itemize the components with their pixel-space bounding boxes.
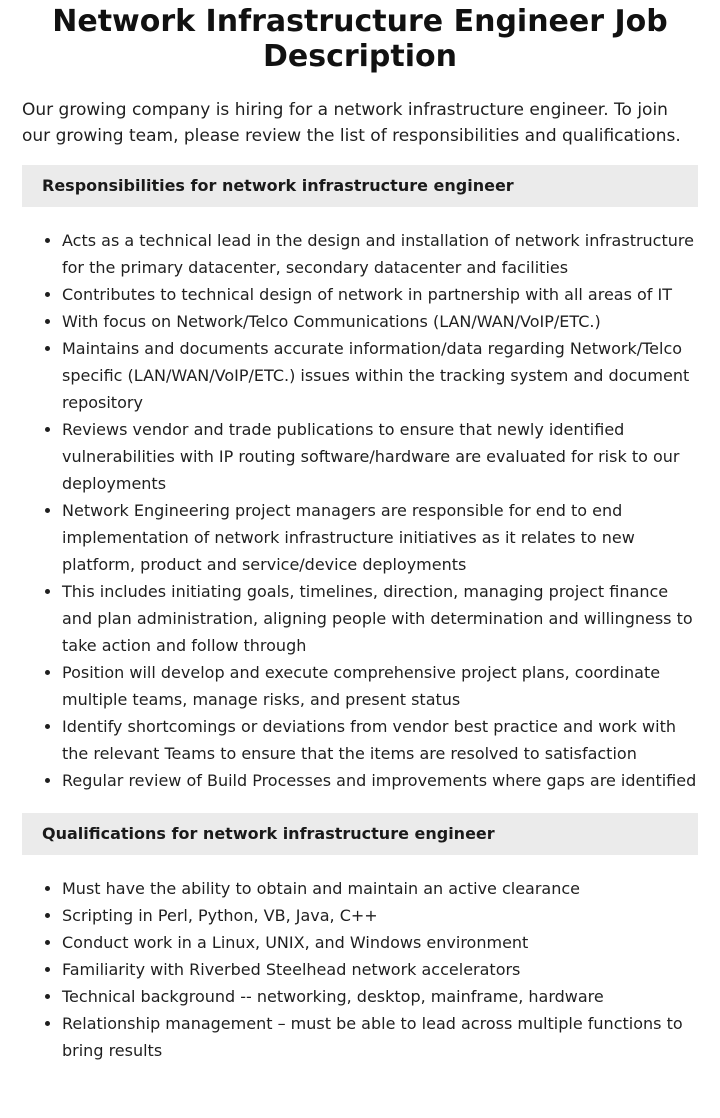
list-item: • Acts as a technical lead in the design and installation of network infrastructure for the primary datacenter, secondary datacenter and facilities [62,227,698,281]
list-item: • Scripting in Perl, Python, VB, Java, C++ [62,902,698,929]
list-item: • Identify shortcomings or deviations from vendor best practice and work with the relevant Teams to ensure that the items are resolved to satisfaction [62,713,698,767]
list-item: • Reviews vendor and trade publications to ensure that newly identified vulnerabilities with IP routing software/hardware are evaluated for risk to our deployments [62,416,698,497]
responsibilities-list [22,227,698,794]
list-item: • Conduct work in a Linux, UNIX, and Windows environment [62,929,698,956]
page-title: Network Infrastructure Engineer Job Description [52,4,668,74]
qualifications-list [22,875,698,1064]
list-item: • Regular review of Build Processes and improvements where gaps are identified [62,767,698,794]
job-description-page [22,0,698,1064]
list-item: • With focus on Network/Telco Communications (LAN/WAN/VoIP/ETC.) [62,308,698,335]
list-item: • Technical background -- networking, desktop, mainframe, hardware [62,983,698,1010]
list-item: • Position will develop and execute comprehensive project plans, coordinate multiple teams, manage risks, and present status [62,659,698,713]
list-item: • Network Engineering project managers are responsible for end to end implementation of network infrastructure initiatives as it relates to new platform, product and service/device deployments [62,497,698,578]
list-item: • Relationship management – must be able to lead across multiple functions to bring results [62,1010,698,1064]
list-item: • Must have the ability to obtain and maintain an active clearance [62,875,698,902]
list-item: • Contributes to technical design of network in partnership with all areas of IT [62,281,698,308]
responsibilities-heading: Responsibilities for network infrastructure engineer [22,165,698,207]
intro-paragraph: Our growing company is hiring for a network infrastructure engineer. To join our growing team, please review the list of responsibilities and qualifications. [22,100,681,146]
list-item: • Familiarity with Riverbed Steelhead network accelerators [62,956,698,983]
list-item: • Maintains and documents accurate information/data regarding Network/Telco specific (LAN/WAN/VoIP/ETC.) issues within the tracking system and document repository [62,335,698,416]
qualifications-heading: Qualifications for network infrastructure engineer [22,813,698,855]
list-item: • This includes initiating goals, timelines, direction, managing project finance and plan administration, aligning people with determination and willingness to take action and follow through [62,578,698,659]
